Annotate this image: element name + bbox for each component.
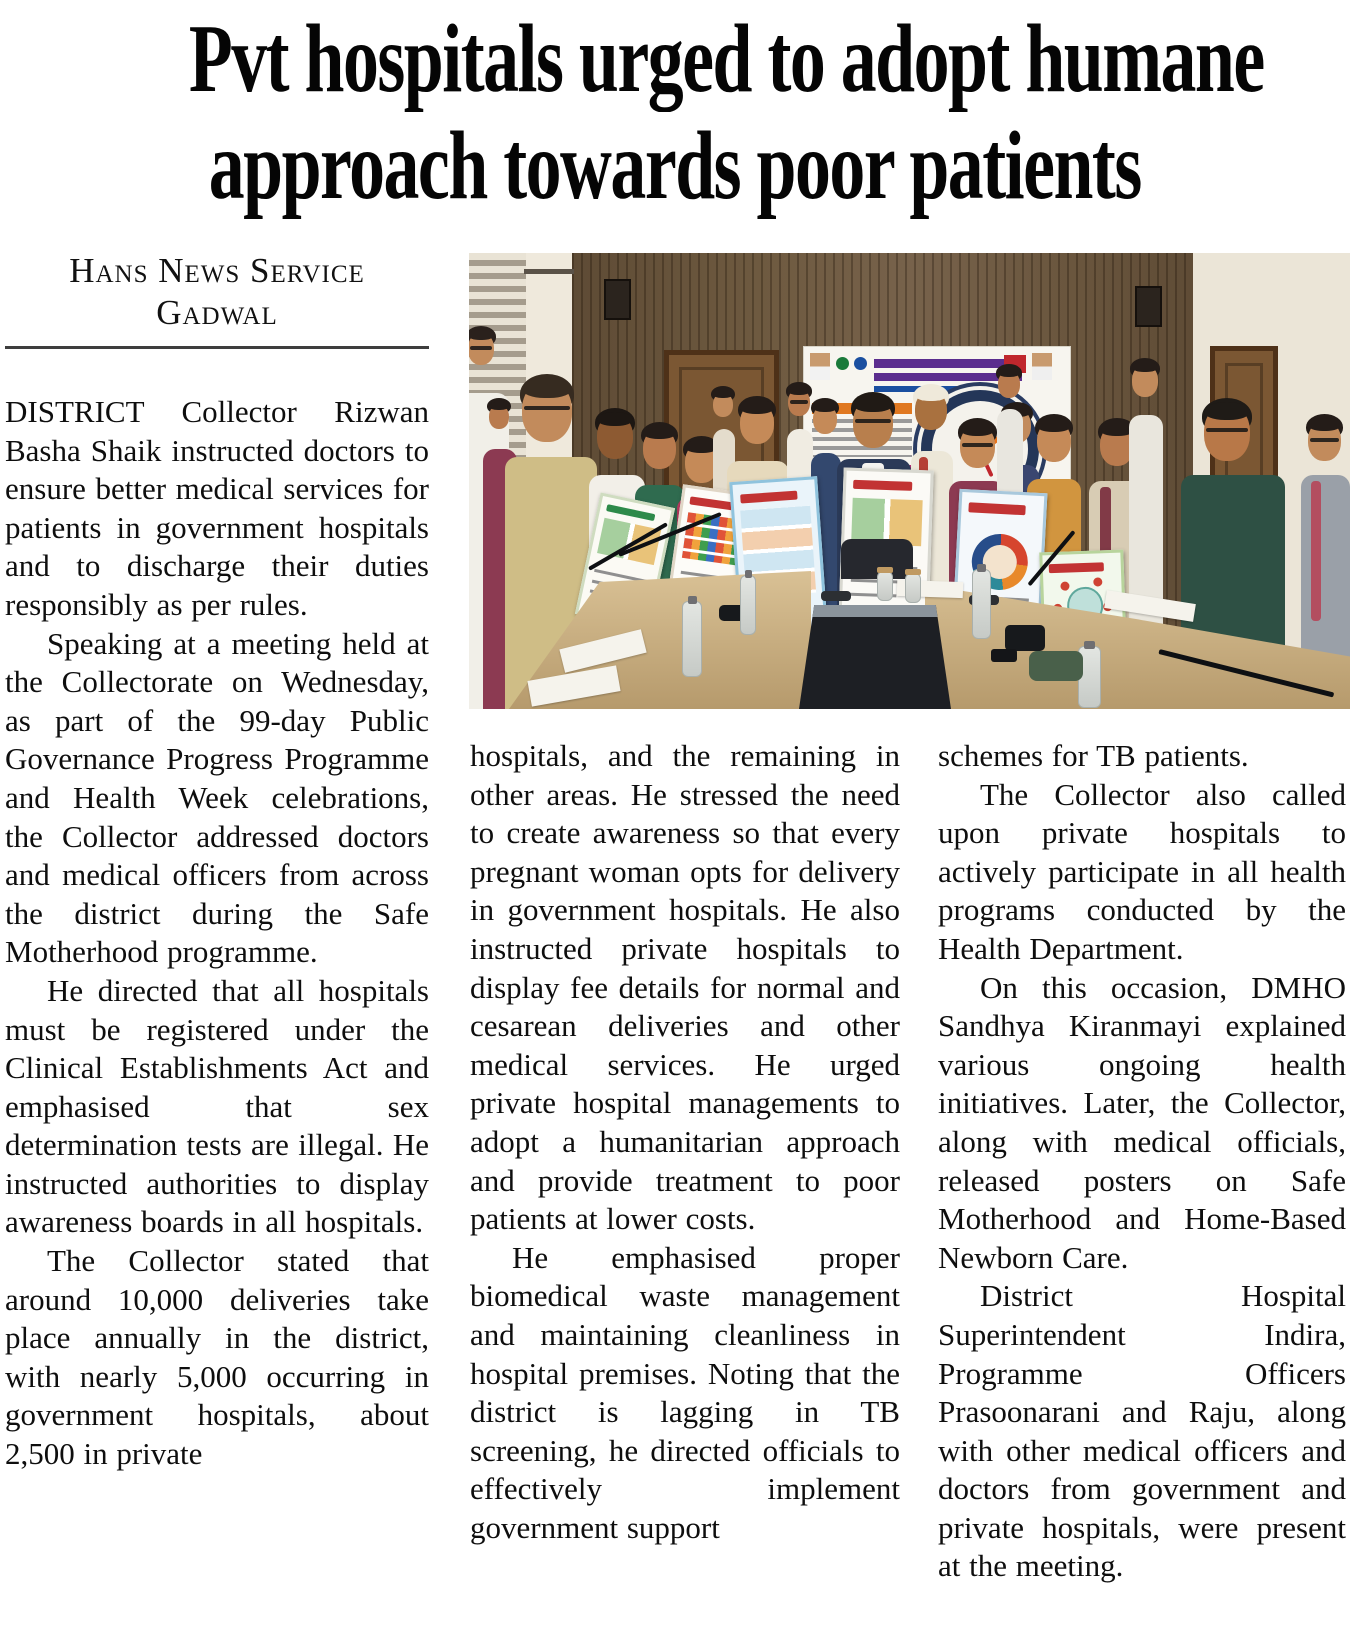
paragraph: The Collector also called upon private hospitals to actively participate in all health programs conducted by the Health Department. [938, 776, 1346, 966]
headline-line-1 [0, 4, 1350, 111]
table-center-opening [799, 605, 951, 709]
bottle-cap [1084, 641, 1095, 649]
po-t [606, 504, 655, 521]
po-dot [1093, 578, 1102, 587]
column-1-paragraphs [5, 393, 429, 1474]
paragraph: He directed that all hospitals must be registered under the Clinical Establishments Act and emphasised that sex determination tests are illegal. He instructed authorities to display awareness boards in all hospitals. [5, 972, 429, 1240]
bottle-cap [745, 570, 752, 578]
po-dot [1060, 582, 1069, 591]
column-2 [470, 737, 900, 1547]
headline-line-2 [0, 111, 1350, 218]
po-t [968, 502, 1026, 515]
paragraph: He emphasised proper biomedical waste management and maintaining cleanliness in hospital premises. Noting that the district is lagging in TB screening, he directed officials to effectively implement government support [470, 1239, 900, 1545]
headline-text-2: approach towards poor patients [208, 112, 1142, 219]
byline-location: Gadwal [156, 293, 278, 332]
bottle-cap [977, 564, 986, 572]
paragraph: hospitals, and the remaining in other areas. He stressed the need to create awareness so that every pregnant woman opts for delivery in government hospitals. He also instructed private hospitals to display fee details for normal and cesarean deliveries and other medical services. He urged private hospital managements to adopt a humanitarian approach and provide treatment to poor patients at lower costs. [470, 738, 900, 1237]
glass-tumbler [905, 573, 921, 603]
po-t [740, 490, 798, 504]
water-bottle [682, 601, 702, 677]
paragraph: On this occasion, DMHO Sandhya Kiranmayi explained various ongoing health initiatives. Later, the Collector, along with medical officials, released posters on Safe Motherhood and Home-Based Newborn Care. [938, 969, 1346, 1275]
column-3 [938, 737, 1346, 1586]
byline [5, 250, 429, 334]
paragraph: DISTRICT Collector Rizwan Basha Shaik instructed doctors to ensure better medical services for patients in government hospitals and to discharge their duties responsibly as per rules. [5, 394, 429, 622]
column-2-paragraphs [470, 737, 900, 1547]
water-bottle [740, 575, 756, 635]
column-3-paragraphs [938, 737, 1346, 1586]
glass-tumbler [877, 571, 893, 601]
column-1 [5, 250, 429, 1474]
table-inner-edge [799, 605, 951, 617]
bottle-cap [688, 596, 697, 604]
meeting-photo [469, 253, 1350, 709]
green-pouch [1029, 651, 1083, 681]
paragraph: schemes for TB patients. [938, 738, 1249, 773]
paragraph: District Hospital Superintendent Indira, Programme Officers Prasoonarani and Raju, along with other medical officers and doctors from government and private hospitals, were present at the meeting. [938, 1278, 1346, 1584]
paragraph: Speaking at a meeting held at the Collectorate on Wednesday, as part of the 99-day Public Governance Progress Programme and Health Week celebrations, the Collector addressed doctors and medical officers from across the district during the Safe Motherhood programme. [5, 625, 429, 970]
paragraph: The Collector stated that around 10,000 deliveries take place annually in the district, with nearly 5,000 occurring in government hospitals, about 2,500 in private [5, 1243, 429, 1472]
water-bottle [972, 569, 991, 639]
byline-agency: Hans News Service [69, 251, 365, 290]
mobile-phone [991, 649, 1017, 662]
headline [0, 4, 1350, 218]
tumbler-lid [905, 569, 921, 575]
microphone-base [1005, 625, 1045, 651]
headline-text-1: Pvt hospitals urged to adopt humane [188, 5, 1264, 112]
po-t [1049, 562, 1104, 573]
microphone-pad [821, 591, 851, 601]
byline-rule [5, 346, 429, 349]
po-t [853, 480, 912, 491]
tumbler-lid [877, 567, 893, 573]
